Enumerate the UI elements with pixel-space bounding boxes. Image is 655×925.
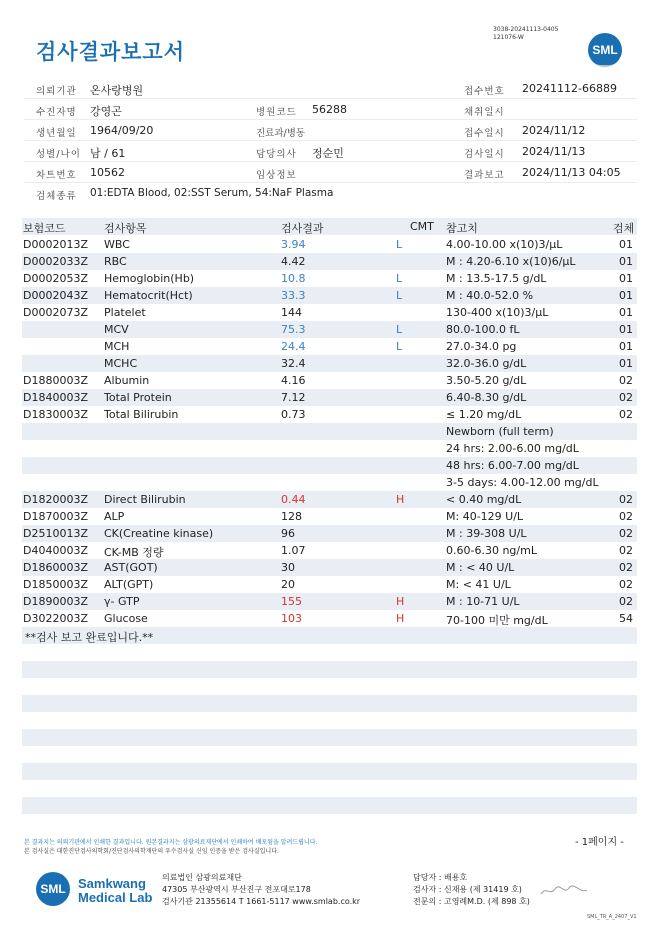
sml-logo-icon: SML: [588, 33, 622, 67]
info-row: 생년월일 1964/09/20 진료과/병동 접수일시 2024/11/12: [24, 120, 637, 141]
receipt-number: 20241112-66889: [522, 82, 617, 95]
test-result: 7.12: [281, 391, 306, 404]
test-code: D1890003Z: [23, 595, 88, 608]
test-result: 128: [281, 510, 302, 523]
test-result: 4.16: [281, 374, 306, 387]
specimen-code: 02: [619, 391, 633, 404]
test-date: 2024/11/13: [522, 145, 586, 158]
reference-range: < 0.40 mg/dL: [446, 493, 522, 506]
table-row: [22, 508, 637, 525]
reference-range: 32.0-36.0 g/dL: [446, 357, 527, 370]
test-result: 20: [281, 578, 295, 591]
test-name: CK(Creatine kinase): [104, 527, 214, 540]
test-name: Direct Bilirubin: [104, 493, 186, 506]
test-result: 155: [281, 595, 302, 608]
results-table: [22, 236, 637, 814]
birth-date: 1964/09/20: [90, 124, 154, 137]
table-row: [22, 389, 637, 406]
test-result: 1.07: [281, 544, 306, 557]
table-row: [22, 763, 637, 780]
lab-staff: 담당자 : 배용호 검사자 : 신재용 (제 31419 호) 전문의 : 고영례M.D. (제 898 호): [413, 873, 530, 906]
table-row: [22, 304, 637, 321]
test-result: 10.8: [281, 272, 306, 285]
test-code: D1860003Z: [23, 561, 88, 574]
test-name: CK-MB 정량: [104, 546, 164, 559]
table-row: [22, 610, 637, 627]
specimen-code: 01: [619, 357, 633, 370]
page-number: - 1페이지 -: [575, 837, 624, 848]
patient-name: 강영곤: [90, 105, 122, 118]
reference-range: M : 4.20-6.10 x(10)6/μL: [446, 255, 576, 268]
table-row: [22, 729, 637, 746]
table-row: [22, 661, 637, 678]
test-code: D1830003Z: [23, 408, 88, 421]
result-flag: L: [396, 340, 403, 353]
specimen-code: 02: [619, 510, 633, 523]
reference-range: 3-5 days: 4.00-12.00 mg/dL: [446, 476, 599, 489]
table-row: [22, 780, 637, 797]
specimen-code: 02: [619, 408, 633, 421]
test-name: Hematocrit(Hct): [104, 289, 193, 302]
test-name: Albumin: [104, 374, 150, 387]
table-row: [22, 559, 637, 576]
specimen-code: 01: [619, 289, 633, 302]
table-row: [22, 678, 637, 695]
test-name: ALT(GPT): [104, 578, 154, 591]
test-result: 30: [281, 561, 295, 574]
specimen-code: 02: [619, 595, 633, 608]
table-row: [22, 355, 637, 372]
reference-range: 3.50-5.20 g/dL: [446, 374, 527, 387]
reference-range: ≤ 1.20 mg/dL: [446, 408, 522, 421]
table-row: [22, 287, 637, 304]
table-row: [22, 627, 637, 644]
test-name: MCH: [104, 340, 130, 353]
test-result: 24.4: [281, 340, 306, 353]
signature-icon: [540, 884, 588, 900]
chart-number: 10562: [90, 166, 125, 179]
info-row: 검체종류 01:EDTA Blood, 02:SST Serum, 54:NaF Plasma: [36, 187, 334, 202]
info-row: 차트번호 10562 임상정보 결과보고 2024/11/13 04:05: [24, 162, 637, 183]
test-name: Total Protein: [104, 391, 172, 404]
table-row: [22, 372, 637, 389]
info-row: 수진자명 강영곤 병원코드 56288 채취일시: [24, 99, 637, 120]
test-code: D1870003Z: [23, 510, 88, 523]
reference-range: 27.0-34.0 pg: [446, 340, 517, 353]
result-flag: L: [396, 272, 403, 285]
table-row: [22, 712, 637, 729]
reference-range: M : < 40 U/L: [446, 561, 515, 574]
reference-range: 80.0-100.0 fL: [446, 323, 520, 336]
table-row: [22, 542, 637, 559]
test-code: D1880003Z: [23, 374, 88, 387]
test-name: WBC: [104, 238, 130, 251]
brand-name: Samkwang Medical Lab: [78, 876, 153, 905]
test-code: D0002053Z: [23, 272, 88, 285]
test-code: D4040003Z: [23, 544, 88, 557]
test-name: Total Bilirubin: [104, 408, 179, 421]
test-code: D2510013Z: [23, 527, 88, 540]
test-code: D1840003Z: [23, 391, 88, 404]
test-code: D1820003Z: [23, 493, 88, 506]
test-result: 96: [281, 527, 295, 540]
reference-range: M: < 41 U/L: [446, 578, 511, 591]
reference-range: M : 40.0-52.0 %: [446, 289, 534, 302]
test-name: Platelet: [104, 306, 146, 319]
test-name: RBC: [104, 255, 127, 268]
specimen-code: 02: [619, 544, 633, 557]
report-title: 검사결과보고서: [36, 40, 186, 64]
specimen-code: 01: [619, 272, 633, 285]
info-row: 의뢰기관 온사랑병원 접수번호 20241112-66889: [24, 78, 637, 99]
specimen-code: 02: [619, 493, 633, 506]
report-datetime: 2024/11/13 04:05: [522, 166, 621, 179]
specimen-code: 02: [619, 578, 633, 591]
test-result: 4.42: [281, 255, 306, 268]
result-flag: H: [396, 493, 405, 506]
table-row: [22, 253, 637, 270]
table-row: [22, 440, 637, 457]
test-name: Hemoglobin(Hb): [104, 272, 195, 285]
specimen-code: 02: [619, 561, 633, 574]
test-code: D0002013Z: [23, 238, 88, 251]
reference-range: M: 40-129 U/L: [446, 510, 524, 523]
received-date: 2024/11/12: [522, 124, 586, 137]
reference-range: 48 hrs: 6.00-7.00 mg/dL: [446, 459, 579, 472]
specimen-code: 01: [619, 323, 633, 336]
test-name: ALP: [104, 510, 125, 523]
result-flag: L: [396, 238, 403, 251]
table-row: [22, 474, 637, 491]
test-result: 3.94: [281, 238, 306, 251]
table-row: [22, 491, 637, 508]
test-code: D0002033Z: [23, 255, 88, 268]
reference-range: 0.60-6.30 ng/mL: [446, 544, 537, 557]
specimen-code: 54: [619, 612, 633, 625]
reference-range: M : 10-71 U/L: [446, 595, 520, 608]
results-table-header: 보험코드 검사항목 검사결과 CMT 참고치 검체: [22, 218, 637, 235]
sex-age: 남 / 61: [90, 147, 126, 160]
test-code: D3022003Z: [23, 612, 88, 625]
test-result: 144: [281, 306, 302, 319]
sml-footer-logo-icon: SML: [36, 872, 70, 906]
table-row: [22, 270, 637, 287]
result-flag: H: [396, 595, 405, 608]
report-complete-note: **검사 보고 완료입니다.**: [25, 631, 154, 644]
table-row: [22, 644, 637, 661]
test-code: D1850003Z: [23, 578, 88, 591]
table-row: [22, 525, 637, 542]
hospital-code: 56288: [312, 103, 347, 116]
test-name: AST(GOT): [104, 561, 158, 574]
reference-range: M : 39-308 U/L: [446, 527, 527, 540]
reference-range: 70-100 미만 mg/dL: [446, 614, 548, 627]
test-result: 75.3: [281, 323, 306, 336]
test-result: 32.4: [281, 357, 306, 370]
table-row: [22, 236, 637, 253]
table-row: [22, 457, 637, 474]
test-result: 33.3: [281, 289, 306, 302]
test-name: MCHC: [104, 357, 138, 370]
result-flag: H: [396, 612, 405, 625]
requesting-institution: 온사랑병원: [90, 84, 144, 97]
specimen-code: 02: [619, 527, 633, 540]
test-name: γ- GTP: [104, 595, 140, 608]
test-result: 103: [281, 612, 302, 625]
table-row: [22, 576, 637, 593]
reference-range: M : 13.5-17.5 g/dL: [446, 272, 547, 285]
test-name: MCV: [104, 323, 129, 336]
table-row: [22, 321, 637, 338]
test-code: D0002073Z: [23, 306, 88, 319]
result-flag: L: [396, 323, 403, 336]
specimen-code: 01: [619, 306, 633, 319]
reference-range: 130-400 x(10)3/μL: [446, 306, 549, 319]
table-row: [22, 746, 637, 763]
result-flag: L: [396, 289, 403, 302]
reference-range: Newborn (full term): [446, 425, 554, 438]
info-row: 성별/나이 남 / 61 담당의사 정순민 검사일시 2024/11/13: [24, 141, 637, 162]
specimen-types: 01:EDTA Blood, 02:SST Serum, 54:NaF Plasma: [90, 187, 334, 199]
test-name: Glucose: [104, 612, 148, 625]
form-id: SML_TR_A_2407_V1: [587, 914, 637, 920]
test-code: D0002043Z: [23, 289, 88, 302]
table-row: [22, 423, 637, 440]
footer-notes: 본 결과지는 의뢰기관에서 인쇄한 결과입니다. 원본결과지는 삼광의료재단에서 인쇄하여 배포됨을 알려드립니다. 본 검사실은 대한진단검사의학회/진단검사의학재단의 우수검사실 신임 인증을 받은 검사실입니다.: [24, 839, 318, 855]
attending-doctor: 정순민: [312, 147, 344, 160]
test-result: 0.44: [281, 493, 306, 506]
table-row: [22, 797, 637, 814]
specimen-code: 01: [619, 340, 633, 353]
test-result: 0.73: [281, 408, 306, 421]
reference-range: 4.00-10.00 x(10)3/μL: [446, 238, 563, 251]
table-row: [22, 338, 637, 355]
specimen-code: 02: [619, 374, 633, 387]
reference-range: 24 hrs: 2.00-6.00 mg/dL: [446, 442, 579, 455]
lab-address: 의료법인 삼광의료재단 47305 부산광역시 부산진구 전포대로178 검사기관 21355614 T 1661-5117 www.smlab.co.kr: [162, 873, 361, 906]
reference-range: 6.40-8.30 g/dL: [446, 391, 527, 404]
table-row: [22, 406, 637, 423]
specimen-code: 01: [619, 238, 633, 251]
table-row: [22, 593, 637, 610]
table-row: [22, 695, 637, 712]
patient-info: [24, 78, 637, 204]
specimen-code: 01: [619, 255, 633, 268]
document-id: 3038-20241113-0405 121076-W: [493, 26, 559, 41]
